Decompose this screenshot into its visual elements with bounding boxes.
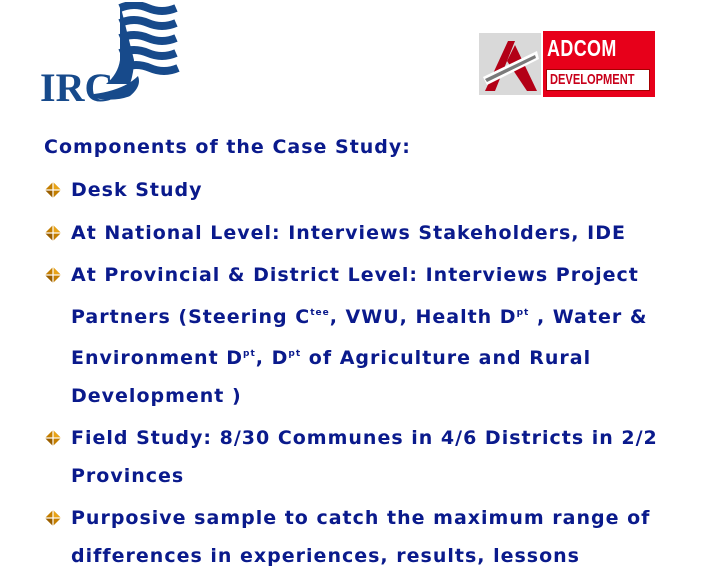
bullet-item-national-level — [44, 215, 724, 253]
bullet-text-part: , D — [255, 347, 289, 369]
bullet-text-part: , VWU, Health D — [329, 305, 517, 328]
superscript: pt — [516, 307, 530, 318]
bullet-text: Desk Study — [71, 179, 203, 201]
adcom-logo — [477, 31, 655, 97]
diamond-bullet-icon — [44, 181, 62, 199]
bullet-text-part: , Water & Environment D — [71, 305, 648, 369]
bullet-list — [44, 172, 724, 580]
superscript: pt — [243, 349, 256, 359]
adcom-mark-icon — [477, 31, 543, 97]
bullet-text-part: of Agriculture and Rural Development ) — [71, 347, 592, 407]
bullet-item-purposive-sample — [44, 500, 724, 575]
bullet-text: Purposive sample to catch the maximum range of differences in experiences, results, lessons — [71, 507, 651, 567]
diamond-bullet-icon — [44, 266, 62, 284]
diamond-bullet-icon — [44, 429, 62, 447]
superscript: tee — [310, 307, 330, 318]
bullet-text-part: At Provincial & District Level: Interviews Project Partners (Steering C — [71, 264, 639, 328]
bullet-text: Field Study: 8/30 Communes in 4/6 Districts in 2/2 Provinces — [71, 427, 658, 487]
irc-logo — [34, 2, 184, 114]
irc-logo-text: IRC — [40, 65, 114, 110]
bullet-item-desk-study — [44, 172, 724, 210]
adcom-logo-subtitle: DEVELOPMENT — [550, 71, 635, 88]
slide-heading: Components of the Case Study: — [44, 136, 411, 158]
diamond-bullet-icon — [44, 509, 62, 527]
superscript: pt — [288, 349, 302, 359]
bullet-item-provincial-level — [44, 257, 724, 415]
bullet-text: At National Level: Interviews Stakeholders, IDE — [71, 221, 626, 244]
adcom-logo-subtitle-box — [546, 69, 650, 91]
bullet-item-field-study — [44, 420, 724, 495]
diamond-bullet-icon — [44, 224, 62, 242]
adcom-logo-title: ADCOM — [547, 35, 617, 61]
